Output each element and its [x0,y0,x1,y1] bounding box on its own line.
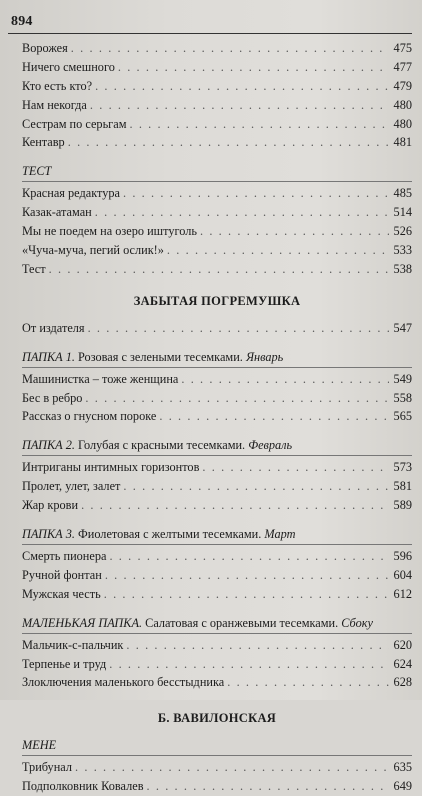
toc-entry-page: 596 [393,549,412,564]
toc-entry-page: 620 [393,637,412,652]
dot-leader [118,58,389,77]
toc-entry-title: Машинистка – тоже женщина [22,371,179,386]
toc-entry [22,77,412,96]
toc-entry-title: Нам некогда [22,97,87,112]
dot-leader [159,407,389,426]
toc-entry-page: 485 [393,186,412,201]
toc-group [22,370,412,427]
toc-entry-title: Красная редактура [22,186,120,201]
toc-entry [22,260,412,279]
toc-entry-title: Смерть пионера [22,549,107,564]
header-rule [8,33,412,34]
toc-entry [22,184,412,203]
toc-entry [22,222,412,241]
folder-2-header: ПАПКА 2. Голубая с красными тесемками. Февраль [22,436,412,456]
toc-entry [22,547,412,566]
toc-group [22,636,412,693]
dot-leader [202,458,389,477]
toc-entry-title: Кентавр [22,135,65,150]
dot-leader [85,389,389,408]
toc-entry-page: 628 [393,675,412,690]
subsection-header-mene: МЕНЕ [22,736,412,756]
dot-leader [75,758,389,777]
dot-leader [123,477,389,496]
toc-entry [22,477,412,496]
dot-leader [90,96,389,115]
toc-entry [22,566,412,585]
dot-leader [68,133,389,152]
toc-entry-title: Ручной фонтан [22,567,102,582]
subsection-header-test: ТЕСТ [22,162,412,182]
toc-group [22,758,412,796]
toc-entry-title: Кто есть кто? [22,78,93,93]
folder-1-header: ПАПКА 1. Розовая с зелеными тесемками. Январь [22,348,412,368]
toc-group [22,458,412,515]
toc-entry [22,96,412,115]
toc-entry [22,655,412,674]
toc-entry [22,241,412,260]
toc-entry-title: Сестрам по серьгам [22,116,127,131]
toc-entry-page: 565 [393,409,412,424]
toc-entry [22,58,412,77]
toc-entry [22,777,412,796]
toc-entry [22,758,412,777]
dot-leader [95,203,389,222]
section-title-forgotten-rattle: ЗАБЫТАЯ ПОГРЕМУШКА [133,293,301,308]
toc-entry-page: 475 [393,41,412,55]
toc-group [22,547,412,604]
toc-entry-title: Ничего смешного [22,59,115,74]
dot-leader [123,184,389,203]
dot-leader [88,319,389,338]
toc-entry-title: «Чуча-муча, пегий ослик!» [22,243,164,258]
toc-entry-page: 549 [393,371,412,386]
toc-entry-page: 635 [393,760,412,775]
toc-entry-page: 612 [393,586,412,601]
toc-entry-page: 477 [393,59,412,74]
toc-group [22,184,412,278]
section-title-babylonskaya: Б. ВАВИЛОНСКАЯ [157,711,277,726]
toc-entry-title: Рассказ о гнусном пороке [22,409,157,424]
toc-entry-title: Интриганы интимных горизонтов [22,460,200,475]
toc-entry-page: 514 [393,205,412,220]
toc-entry-page: 479 [393,78,412,93]
dot-leader [167,241,389,260]
dot-leader [81,496,389,515]
toc-entry-title: Тест [22,261,46,276]
folder-4-header: МАЛЕНЬКАЯ ПАПКА. Салатовая с оранжевыми тесемками. Сбоку [22,614,412,634]
toc-entry-title: Мальчик-с-пальчик [22,637,124,652]
dot-leader [227,673,389,692]
toc-entry-page: 589 [393,498,412,513]
toc-entry-page: 604 [393,567,412,582]
dot-leader [200,222,389,241]
dot-leader [95,77,389,96]
toc-entry-title: Трибунал [22,760,72,775]
toc-entry [22,673,412,692]
folder-3-header: ПАПКА 3. Фиолетовая с желтыми тесемками. Март [22,525,412,545]
toc-entry-page: 538 [393,261,412,276]
toc-entry-page: 481 [393,135,412,150]
toc-entry [22,496,412,515]
toc-group [22,39,412,152]
toc-entry-title: От издателя [22,320,85,335]
dot-leader [105,566,389,585]
dot-leader [147,777,390,796]
toc-entry [22,407,412,426]
toc-entry [22,636,412,655]
dot-leader [71,39,389,58]
page-number: 894 [11,14,33,29]
toc-entry-page: 581 [393,479,412,494]
toc-entry-title: Подполковник Ковалев [22,779,144,794]
toc-entry-title: Казак-атаман [22,205,92,220]
toc-entry [22,133,412,152]
toc-entry-page: 649 [393,779,412,794]
dot-leader [129,115,389,134]
dot-leader [126,636,389,655]
table-of-contents [22,39,412,796]
toc-group [22,319,412,338]
toc-entry [22,203,412,222]
toc-entry-page: 624 [393,656,412,671]
toc-entry-title: Мужская честь [22,586,101,601]
toc-entry-title: Ворожея [22,41,68,55]
toc-entry [22,585,412,604]
toc-entry-title: Жар крови [22,498,79,513]
toc-entry [22,115,412,134]
toc-entry-page: 558 [393,390,412,405]
toc-entry-page: 480 [393,116,412,131]
toc-entry-page: 533 [393,243,412,258]
toc-entry-page: 547 [393,320,412,335]
toc-entry-title: Пролет, улет, залет [22,479,121,494]
toc-entry-title: Бес в ребро [22,390,83,405]
dot-leader [109,547,389,566]
dot-leader [104,585,389,604]
toc-entry [22,39,412,58]
toc-entry-page: 526 [393,224,412,239]
toc-entry-page: 480 [393,97,412,112]
dot-leader [49,260,389,279]
toc-entry-title: Злоключения маленького бесстыдника [22,675,225,690]
toc-entry [22,319,412,338]
dot-leader [109,655,389,674]
toc-entry [22,389,412,408]
toc-entry [22,458,412,477]
toc-entry [22,370,412,389]
toc-entry-title: Терпенье и труд [22,656,107,671]
toc-entry-title: Мы не поедем на озеро иштуголь [22,224,197,239]
toc-entry-page: 573 [393,460,412,475]
dot-leader [181,370,389,389]
